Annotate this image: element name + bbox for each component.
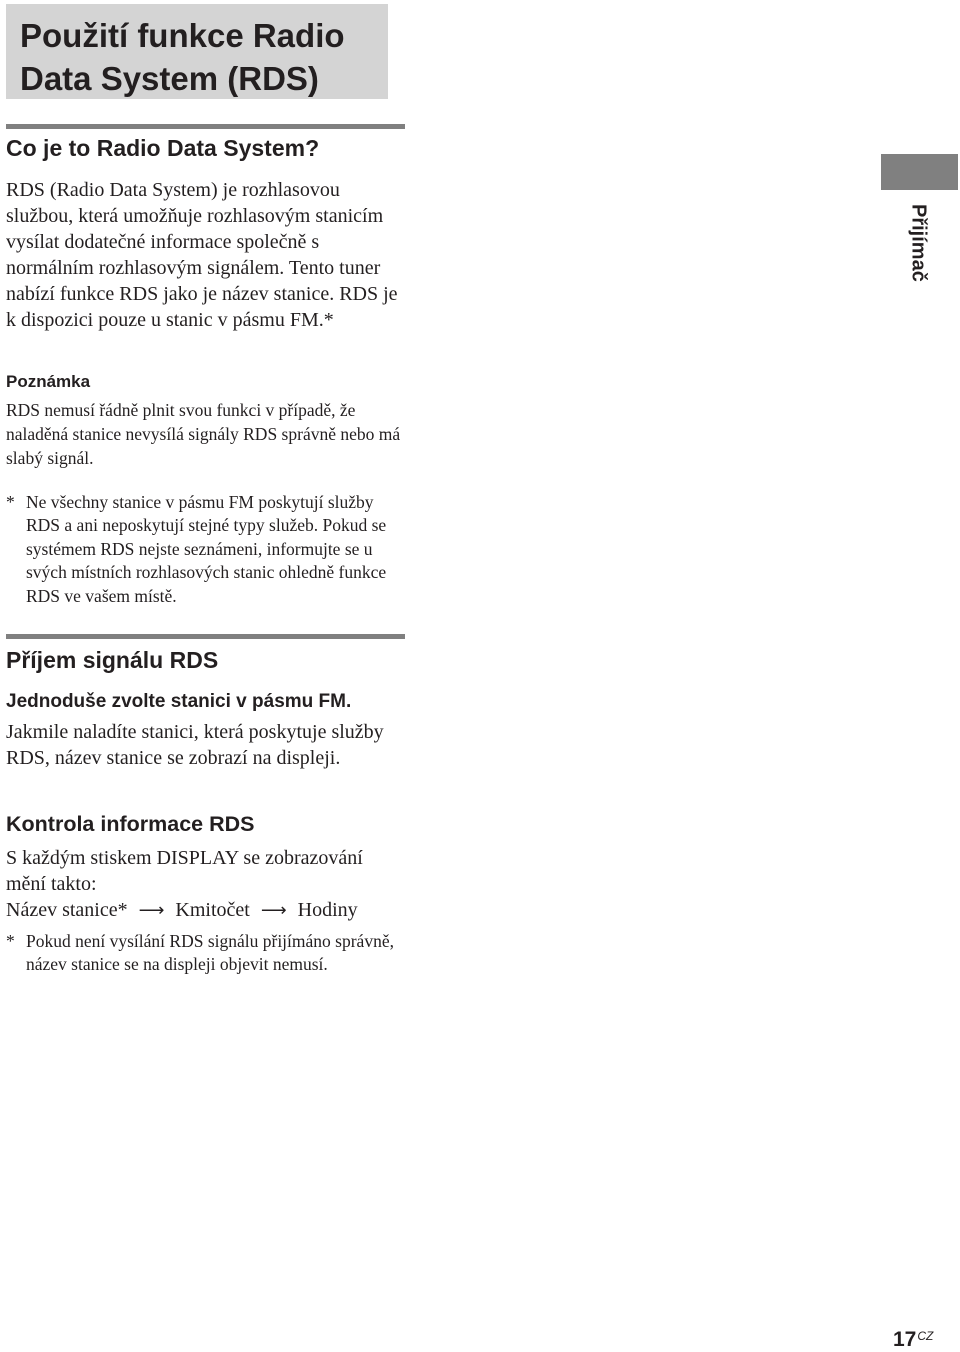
section-heading-what-is-rds: Co je to Radio Data System?	[6, 135, 320, 161]
flow-step-station-name: Název stanice*	[6, 899, 128, 921]
page-title-line-1: Použití funkce Radio	[20, 17, 345, 54]
footnote-asterisk: *	[6, 931, 15, 951]
flow-step-clock: Hodiny	[297, 899, 358, 921]
page-title-box	[6, 4, 388, 99]
page-title	[20, 14, 388, 100]
note-heading: Poznámka	[6, 372, 91, 391]
display-cycle-flow	[6, 897, 358, 923]
receiving-rds-paragraph: Jakmile naladíte stanici, která poskytuje služby RDS, název stanice se zobrazí na displeji.	[6, 721, 384, 769]
section-heading-checking-rds: Kontrola informace RDS	[6, 812, 255, 836]
flow-step-frequency: Kmitočet	[175, 899, 250, 921]
footnote-fm-stations	[6, 491, 410, 608]
side-tab-label: Přijímač	[907, 204, 930, 282]
instruction-select-fm: Jednoduše zvolte stanici v pásmu FM.	[6, 691, 352, 712]
section-divider-1	[6, 124, 405, 129]
page-number	[893, 1328, 933, 1352]
rds-intro-paragraph: RDS (Radio Data System) je rozhlasovou službou, která umožňuje rozhlasovým stanicím vysílat dodatečné informace společně s normálním rozhlasovým signálem. Tento tuner nabízí funkce RDS jako je název stanice. RDS je k dispozici pouze u stanic v pásmu FM.*	[6, 179, 398, 331]
display-cycle-paragraph: S každým stiskem DISPLAY se zobrazování mění takto:	[6, 847, 363, 895]
section-divider-2	[6, 634, 405, 639]
page-title-line-2: Data System (RDS)	[20, 60, 319, 97]
note-text: RDS nemusí řádně plnit svou funkci v případě, že naladěná stanice nevysílá signály RDS správně nebo má slabý signál.	[6, 400, 401, 468]
side-tab-marker	[881, 154, 958, 190]
page-number-value: 17	[893, 1328, 917, 1351]
footnote-station-name	[6, 930, 410, 977]
footnote-text: Pokud není vysílání RDS signálu přijímáno správně, název stanice se na displeji objevit nemusí.	[26, 931, 394, 975]
footnote-asterisk: *	[6, 492, 15, 512]
language-code: CZ	[917, 1329, 934, 1343]
footnote-text: Ne všechny stanice v pásmu FM poskytují služby RDS a ani neposkytují stejné typy služeb. Pokud se systémem RDS nejste seznámeni, informujte se u svých místních rozhlasových stanic ohledně funkce RDS ve vašem místě.	[26, 492, 387, 606]
right-arrow-icon: ⟶	[260, 900, 287, 920]
section-heading-receiving-rds: Příjem signálu RDS	[6, 647, 219, 673]
right-arrow-icon: ⟶	[138, 900, 165, 920]
